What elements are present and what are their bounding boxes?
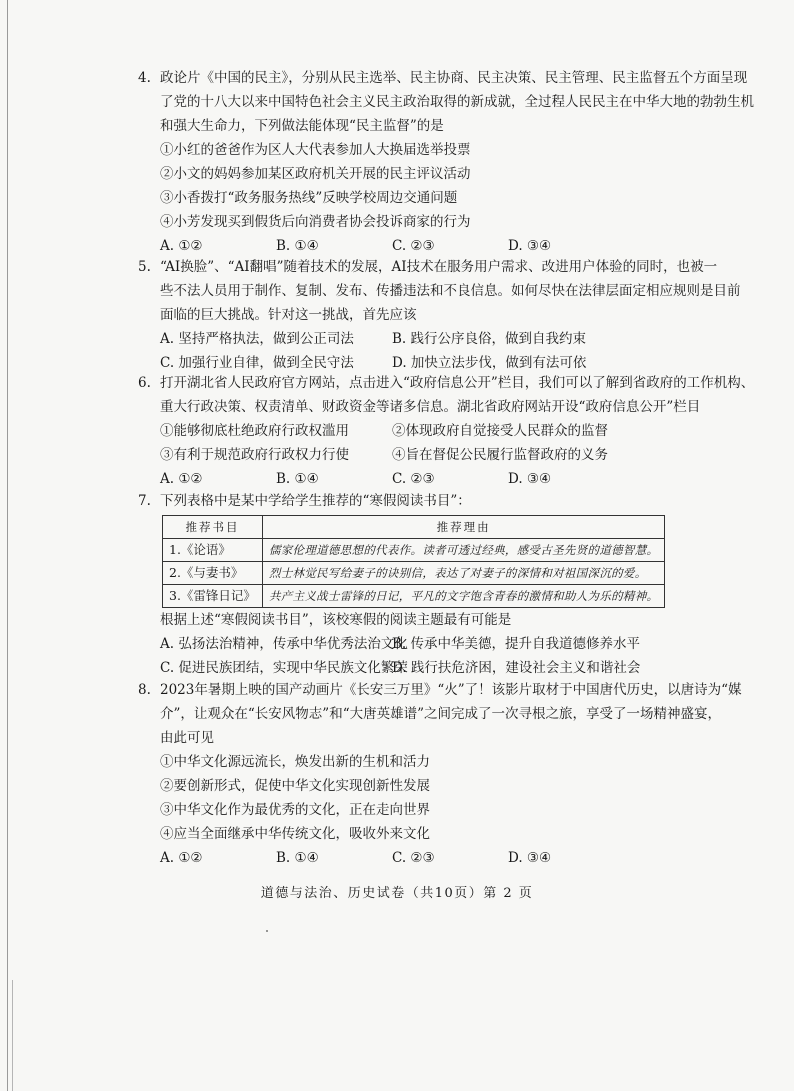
question-text: 面临的巨大挑战。针对这一挑战，首先应该: [160, 307, 417, 323]
table-row: [163, 585, 665, 608]
option-a: A. ①②: [160, 850, 203, 866]
book-reason: 共产主义战士雷锋的日记，平凡的文字饱含青春的激情和助人为乐的精神。: [262, 585, 664, 608]
question-number: 4.: [138, 70, 151, 86]
question-text: 重大行政决策、权责清单、财政资金等诸多信息。湖北省政府网站开设“政府信息公开”栏目: [160, 399, 701, 415]
column-header: 推荐理由: [262, 516, 664, 539]
question-text: “AI换脸”、“AI翻唱”随着技术的发展，AI技术在服务用户需求、改进用户体验的同时，也被一: [160, 259, 718, 275]
answer-options-row: [160, 327, 680, 351]
option-b: B. 践行公序良俗，做到自我约束: [392, 331, 587, 347]
option-c: C. 加强行业自律，做到全民守法: [160, 355, 354, 371]
option-d: D. ③④: [508, 850, 552, 866]
book-title: 3.《雷锋日记》: [163, 585, 263, 608]
book-title: 2.《与妻书》: [163, 562, 263, 585]
question-number: 8.: [138, 682, 151, 698]
option-c: C. ②③: [392, 471, 435, 487]
book-title: 1.《论语》: [163, 539, 263, 562]
book-reason: 烈士林觉民写给妻子的诀别信，表达了对妻子的深情和对祖国深沉的爱。: [262, 562, 664, 585]
statement: ③有利于规范政府行政权力行使: [160, 447, 349, 463]
option-c: C. ②③: [392, 238, 435, 254]
option-d: D. ③④: [508, 238, 552, 254]
answer-options: [160, 467, 680, 491]
question-text: 和强大生命力，下列做法能体现“民主监督”的是: [160, 118, 444, 134]
statements-row: [160, 419, 680, 443]
option-c: C. 促进民族团结，实现中华民族文化繁荣: [160, 660, 408, 676]
answer-options-row: [160, 656, 680, 680]
question-text: 由此可见: [160, 730, 214, 746]
option-c: C. ②③: [392, 850, 435, 866]
question-text: 打开湖北省人民政府官方网站，点击进入“政府信息公开”栏目，我们可以了解到省政府的工作机构、: [160, 375, 755, 391]
scan-edge-line: [12, 980, 13, 1091]
statement: ②要创新形式，促使中华文化实现创新性发展: [160, 778, 430, 794]
statement: ①小红的爸爸作为区人大代表参加人大换届选举投票: [160, 142, 471, 158]
question-text: 了党的十八大以来中国特色社会主义民主政治取得的新成就，全过程人民民主在中华大地的勃勃生机: [160, 94, 754, 110]
option-d: D. ③④: [508, 471, 552, 487]
option-a: A. ①②: [160, 471, 203, 487]
scan-edge-line: [7, 0, 8, 1091]
answer-options: [160, 846, 680, 870]
question-text: 介”，让观众在“长安风物志”和“大唐英雄谱”之间完成了一次寻根之旅，享受了一场精神盛宴，: [160, 706, 722, 722]
table-row: [163, 539, 665, 562]
statement: ④小芳发现买到假货后向消费者协会投诉商家的行为: [160, 214, 471, 230]
statement: ③中华文化作为最优秀的文化，正在走向世界: [160, 802, 430, 818]
option-b: B. ①④: [276, 471, 319, 487]
question-number: 5.: [138, 259, 151, 275]
option-b: B. ①④: [276, 850, 319, 866]
option-a: A. ①②: [160, 238, 203, 254]
statement: ④旨在督促公民履行监督政府的义务: [392, 447, 608, 463]
question-text: 些不法人员用于制作、复制、发布、传播违法和不良信息。如何尽快在法律层面定相应规则是目前: [160, 283, 741, 299]
option-b: B. ①④: [276, 238, 319, 254]
book-reason: 儒家伦理道德思想的代表作。读者可透过经典，感受古圣先贤的道德智慧。: [262, 539, 664, 562]
table-row: [163, 562, 665, 585]
question-number: 7.: [138, 493, 151, 509]
statement: ③小香拨打“政务服务热线”反映学校周边交通问题: [160, 190, 458, 206]
question-text: 2023年暑期上映的国产动画片《长安三万里》“火”了！该影片取材于中国唐代历史，以唐诗为“媒: [160, 682, 742, 698]
option-d: D. 践行扶危济困，建设社会主义和谐社会: [392, 660, 641, 676]
question-text: 政论片《中国的民主》，分别从民主选举、民主协商、民主决策、民主管理、民主监督五个方面呈现: [160, 70, 748, 86]
answer-options-row: [160, 632, 680, 656]
scan-speck: [266, 930, 268, 932]
column-header: 推荐书目: [163, 516, 263, 539]
option-a: A. 坚持严格执法，做到公正司法: [160, 331, 354, 347]
statements-row: [160, 443, 680, 467]
option-d: D. 加快立法步伐，做到有法可依: [392, 355, 587, 371]
statement: ④应当全面继承中华传统文化，吸收外来文化: [160, 826, 430, 842]
question-number: 6.: [138, 375, 151, 391]
statement: ①能够彻底杜绝政府行政权滥用: [160, 423, 349, 439]
table-header-row: [163, 516, 665, 539]
question-text: 根据上述“寒假阅读书目”，该校寒假的阅读主题最有可能是: [160, 612, 512, 628]
option-b: B. 传承中华美德，提升自我道德修养水平: [392, 636, 641, 652]
statement: ②小文的妈妈参加某区政府机关开展的民主评议活动: [160, 166, 471, 182]
reading-list-table: [162, 515, 665, 608]
statement: ②体现政府自觉接受人民群众的监督: [392, 423, 608, 439]
page-footer: 道德与法治、历史试卷（共10页）第 2 页: [260, 886, 534, 901]
statement: ①中华文化源远流长，焕发出新的生机和活力: [160, 754, 430, 770]
question-text: 下列表格中是某中学给学生推荐的“寒假阅读书目”：: [160, 493, 471, 509]
option-a: A. 弘扬法治精神，传承中华优秀法治文化: [160, 636, 408, 652]
